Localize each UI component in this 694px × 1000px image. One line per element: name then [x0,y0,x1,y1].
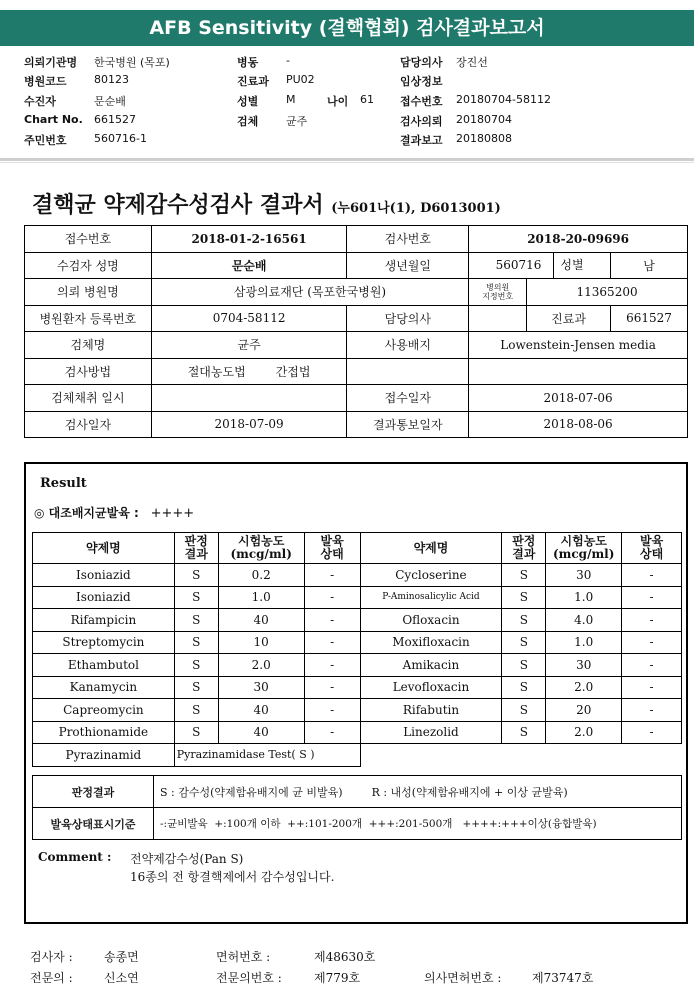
method-empty-2 [469,358,688,385]
drug-cell-d2: P-Aminosalicylic Acid [360,586,502,609]
designated-label-line1: 병의원 [486,282,510,292]
info-doctor-value [469,305,527,332]
hospital-value: 삼광의료재단 (목포한국병원) [151,279,468,306]
method-value [151,358,347,385]
method-label: 검사방법 [25,358,152,385]
drug-cell-g1: - [304,721,360,744]
drug-cell-c2: 1.0 [546,586,622,609]
drug-cell-g2: - [622,676,682,699]
reg-no-label: 병원환자 등록번호 [25,305,152,332]
col-conc-2 [546,533,622,564]
drug-cell-j1: S [174,654,218,677]
drug-cell-d1: Kanamycin [33,676,175,699]
drug-cell-j1: S [174,586,218,609]
drug-cell-c1: 30 [218,676,304,699]
received-value: 2018-07-06 [469,385,688,412]
drug-cell-c1: 2.0 [218,654,304,677]
drug-cell-j2: S [502,586,546,609]
age-value: 61 [360,93,374,106]
patient-name-value: 문순배 [151,252,347,279]
col-growth-2 [622,533,682,564]
receipt-value: 20180704-58112 [456,93,551,106]
designated-label-line2: 지정번호 [482,291,514,301]
specialist-no-label: 전문의번호 : [216,971,282,985]
collect-label: 검체채취 일시 [25,385,152,412]
control-growth-value: ++++ [150,506,195,521]
sex-label: 성별 [237,95,259,108]
drug-cell-d2: Cycloserine [360,564,502,587]
drug-cell-d1: Isoniazid [33,564,175,587]
table-row [33,564,682,587]
clinical-label: 임상정보 [400,75,443,88]
drug-cell-d1: Streptomycin [33,631,175,654]
drug-cell-d2: Ofloxacin [360,609,502,632]
method-empty-1 [347,358,469,385]
drug-cell-j1: S [174,721,218,744]
drug-cell-g1: - [304,564,360,587]
drug-cell-d2: Rifabutin [360,699,502,722]
drug-cell-c1: 40 [218,609,304,632]
drug-cell-c2: 2.0 [546,676,622,699]
drug-cell-g2: - [622,654,682,677]
specialist-value: 신소연 [104,971,139,985]
document-title [32,188,501,219]
col-drug: 약제명 [33,533,175,564]
document-title-main: 결핵균 약제감수성검사 결과서 [32,192,324,218]
drug-cell-g2: - [622,564,682,587]
institution-value: 한국병원 (목포) [94,56,170,69]
receipt-no-value: 2018-01-2-16561 [151,226,347,253]
report-header [0,54,694,154]
drug-cell-j2: S [502,631,546,654]
col-judge-l1: 판정 [184,534,208,548]
drug-cell-g2: - [622,609,682,632]
request-date-value: 20180704 [456,113,512,126]
ward-label: 병동 [237,56,259,69]
collect-value [151,385,347,412]
col-growth [304,533,360,564]
result-title: Result [40,476,87,491]
doctor-label: 담당의사 [400,56,443,69]
patient-label: 수진자 [24,95,56,108]
table-row [33,654,682,677]
birth-value [469,252,611,279]
result-section [24,462,688,924]
sex-value: M [286,93,296,106]
drug-cell-d2: Linezolid [360,721,502,744]
drug-cell-j2: S [502,564,546,587]
drug-cell-d2: Levofloxacin [360,676,502,699]
drug-cell-j1: S [174,609,218,632]
birth-text: 560716 [495,257,542,272]
patient-value: 문순배 [94,95,126,108]
drug-cell-c1: 40 [218,699,304,722]
col-judge [174,533,218,564]
rrn-value: 560716-1 [94,132,147,145]
test-date-value: 2018-07-09 [151,411,347,438]
sex-value: 남 [611,252,688,279]
drug-cell-g1: - [304,676,360,699]
test-date-label: 검사일자 [25,411,152,438]
tester-value: 송종면 [104,950,139,964]
legend-growth-label: 발육상태표시기준 [33,808,154,840]
report-banner-title: AFB Sensitivity (결핵협회) 검사결과보고서 [0,10,694,46]
document-title-code: (누601나(1), D6013001) [331,201,501,216]
institution-label: 의뢰기관명 [24,56,78,69]
sex-label: 성별 [560,257,584,272]
legend-judge-text [154,776,682,808]
pza-blank [360,744,681,767]
table-row [33,676,682,699]
drug-cell-g1: - [304,609,360,632]
pza-name: Pyrazinamid [33,744,175,767]
receipt-label: 접수번호 [400,95,443,108]
comment-label: Comment : [38,850,112,864]
drug-cell-g1: - [304,586,360,609]
col-judge2-l2: 결과 [512,547,536,561]
col-conc2-l1: 시험농도 [560,534,607,548]
drug-cell-d1: Prothionamide [33,721,175,744]
info-specimen-label: 검체명 [25,332,152,359]
drug-cell-j1: S [174,631,218,654]
drug-cell-g1: - [304,631,360,654]
comment-line-1: 전약제감수성(Pan S) [130,852,244,866]
drug-cell-j1: S [174,564,218,587]
notify-value: 2018-08-06 [469,411,688,438]
ward-value: - [286,54,290,67]
col-judge-l2: 결과 [184,547,208,561]
request-date-label: 검사의뢰 [400,115,443,128]
drug-cell-j2: S [502,699,546,722]
comment-line-2: 16종의 전 항결핵제에서 감수성입니다. [130,870,335,884]
drug-cell-d1: Rifampicin [33,609,175,632]
doctor-value: 장진선 [456,56,488,69]
rrn-label: 주민번호 [24,134,67,147]
col-judge-2 [502,533,546,564]
drug-cell-g2: - [622,721,682,744]
col-conc-l1: 시험농도 [238,534,285,548]
designated-no-label [469,279,527,306]
drug-cell-g2: - [622,586,682,609]
specimen-label: 검체 [237,115,259,128]
test-no-label: 검사번호 [347,226,469,253]
legend-growth-text: -:균비발육 +:100개 이하 ++:101-200개 +++:201-500개 ++++:+++이상(융합발육) [154,808,682,840]
drug-cell-c1: 0.2 [218,564,304,587]
drug-cell-j1: S [174,699,218,722]
drug-cell-c1: 10 [218,631,304,654]
test-no-value: 2018-20-09696 [469,226,688,253]
drug-cell-d1: Ethambutol [33,654,175,677]
method-indirect: 간접법 [275,364,311,379]
drug-cell-j2: S [502,609,546,632]
doctor-license-value: 제73747호 [532,971,594,985]
doctor-license-label: 의사면허번호 : [424,971,502,985]
drug-cell-c1: 40 [218,721,304,744]
info-specimen-value: 균주 [151,332,347,359]
method-absolute: 절대농도법 [187,364,246,379]
drug-cell-g1: - [304,654,360,677]
drug-cell-d2: Moxifloxacin [360,631,502,654]
drug-cell-d2: Amikacin [360,654,502,677]
drug-cell-c2: 30 [546,564,622,587]
notify-label: 결과통보일자 [347,411,469,438]
drug-cell-j2: S [502,654,546,677]
hospital-code-label: 병원코드 [24,75,67,88]
table-row [33,699,682,722]
patient-name-label: 수검자 성명 [25,252,152,279]
hospital-code-value: 80123 [94,73,129,86]
drug-cell-g2: - [622,699,682,722]
drug-cell-c2: 1.0 [546,631,622,654]
dept-value: PU02 [286,73,315,86]
birth-label: 생년월일 [347,252,469,279]
reg-no-value: 0704-58112 [151,305,347,332]
col-growth2-l1: 발육 [639,534,664,548]
drug-cell-j1: S [174,676,218,699]
drug-cell-g1: - [304,699,360,722]
hospital-label: 의뢰 병원명 [25,279,152,306]
col-growth2-l2: 상태 [639,547,664,561]
drug-cell-j2: S [502,676,546,699]
table-row [33,721,682,744]
info-dept-value: 661527 [611,305,688,332]
table-row [33,586,682,609]
info-doctor-label: 담당의사 [347,305,469,332]
drug-cell-c1: 1.0 [218,586,304,609]
drug-cell-j2: S [502,721,546,744]
col-growth-l2: 상태 [320,547,344,561]
received-label: 접수일자 [347,385,469,412]
col-conc2-l2: (mcg/ml) [553,547,615,561]
col-judge2-l1: 판정 [512,534,536,548]
drug-cell-d1: Isoniazid [33,586,175,609]
specialist-no-value: 제779호 [314,971,361,985]
drug-cell-c2: 4.0 [546,609,622,632]
control-growth-label: ◎ 대조배지균발육 : [34,506,139,520]
age-label: 나이 [327,95,349,108]
drug-susceptibility-table [32,532,682,767]
table-row [33,609,682,632]
drug-cell-c2: 2.0 [546,721,622,744]
legend-judge-s: S : 감수성(약제함유배지에 균 비발육) [160,785,343,799]
report-date-label: 결과보고 [400,134,443,147]
col-drug-2: 약제명 [360,533,502,564]
dept-label: 진료과 [237,75,269,88]
col-conc-l2: (mcg/ml) [230,547,292,561]
drug-cell-g2: - [622,631,682,654]
specimen-value: 균주 [286,115,308,128]
col-conc [218,533,304,564]
legend-judge-r: R : 내성(약제함유배지에 + 이상 균발육) [371,785,568,799]
table-row [33,631,682,654]
medium-value: Lowenstein-Jensen media [469,332,688,359]
col-growth-l1: 발육 [320,534,344,548]
license-value: 제48630호 [314,950,376,964]
control-growth [34,504,194,521]
header-divider-thin [0,162,694,163]
info-dept-label: 진료과 [527,305,611,332]
designated-no-value: 11365200 [527,279,688,306]
patient-info-table [24,225,688,438]
drug-cell-c2: 30 [546,654,622,677]
specialist-label: 전문의 : [30,971,73,985]
header-divider [0,158,694,161]
legend-judge-label: 판정결과 [33,776,154,808]
drug-cell-c2: 20 [546,699,622,722]
medium-label: 사용배지 [347,332,469,359]
tester-label: 검사자 : [30,950,73,964]
report-date-value: 20180808 [456,132,512,145]
chart-label: Chart No. [24,113,83,126]
pza-result: Pyrazinamidase Test( S ) [174,744,360,767]
drug-cell-d1: Capreomycin [33,699,175,722]
receipt-no-label: 접수번호 [25,226,152,253]
license-label: 면허번호 : [216,950,271,964]
legend-table [32,775,682,840]
chart-value: 661527 [94,113,136,126]
